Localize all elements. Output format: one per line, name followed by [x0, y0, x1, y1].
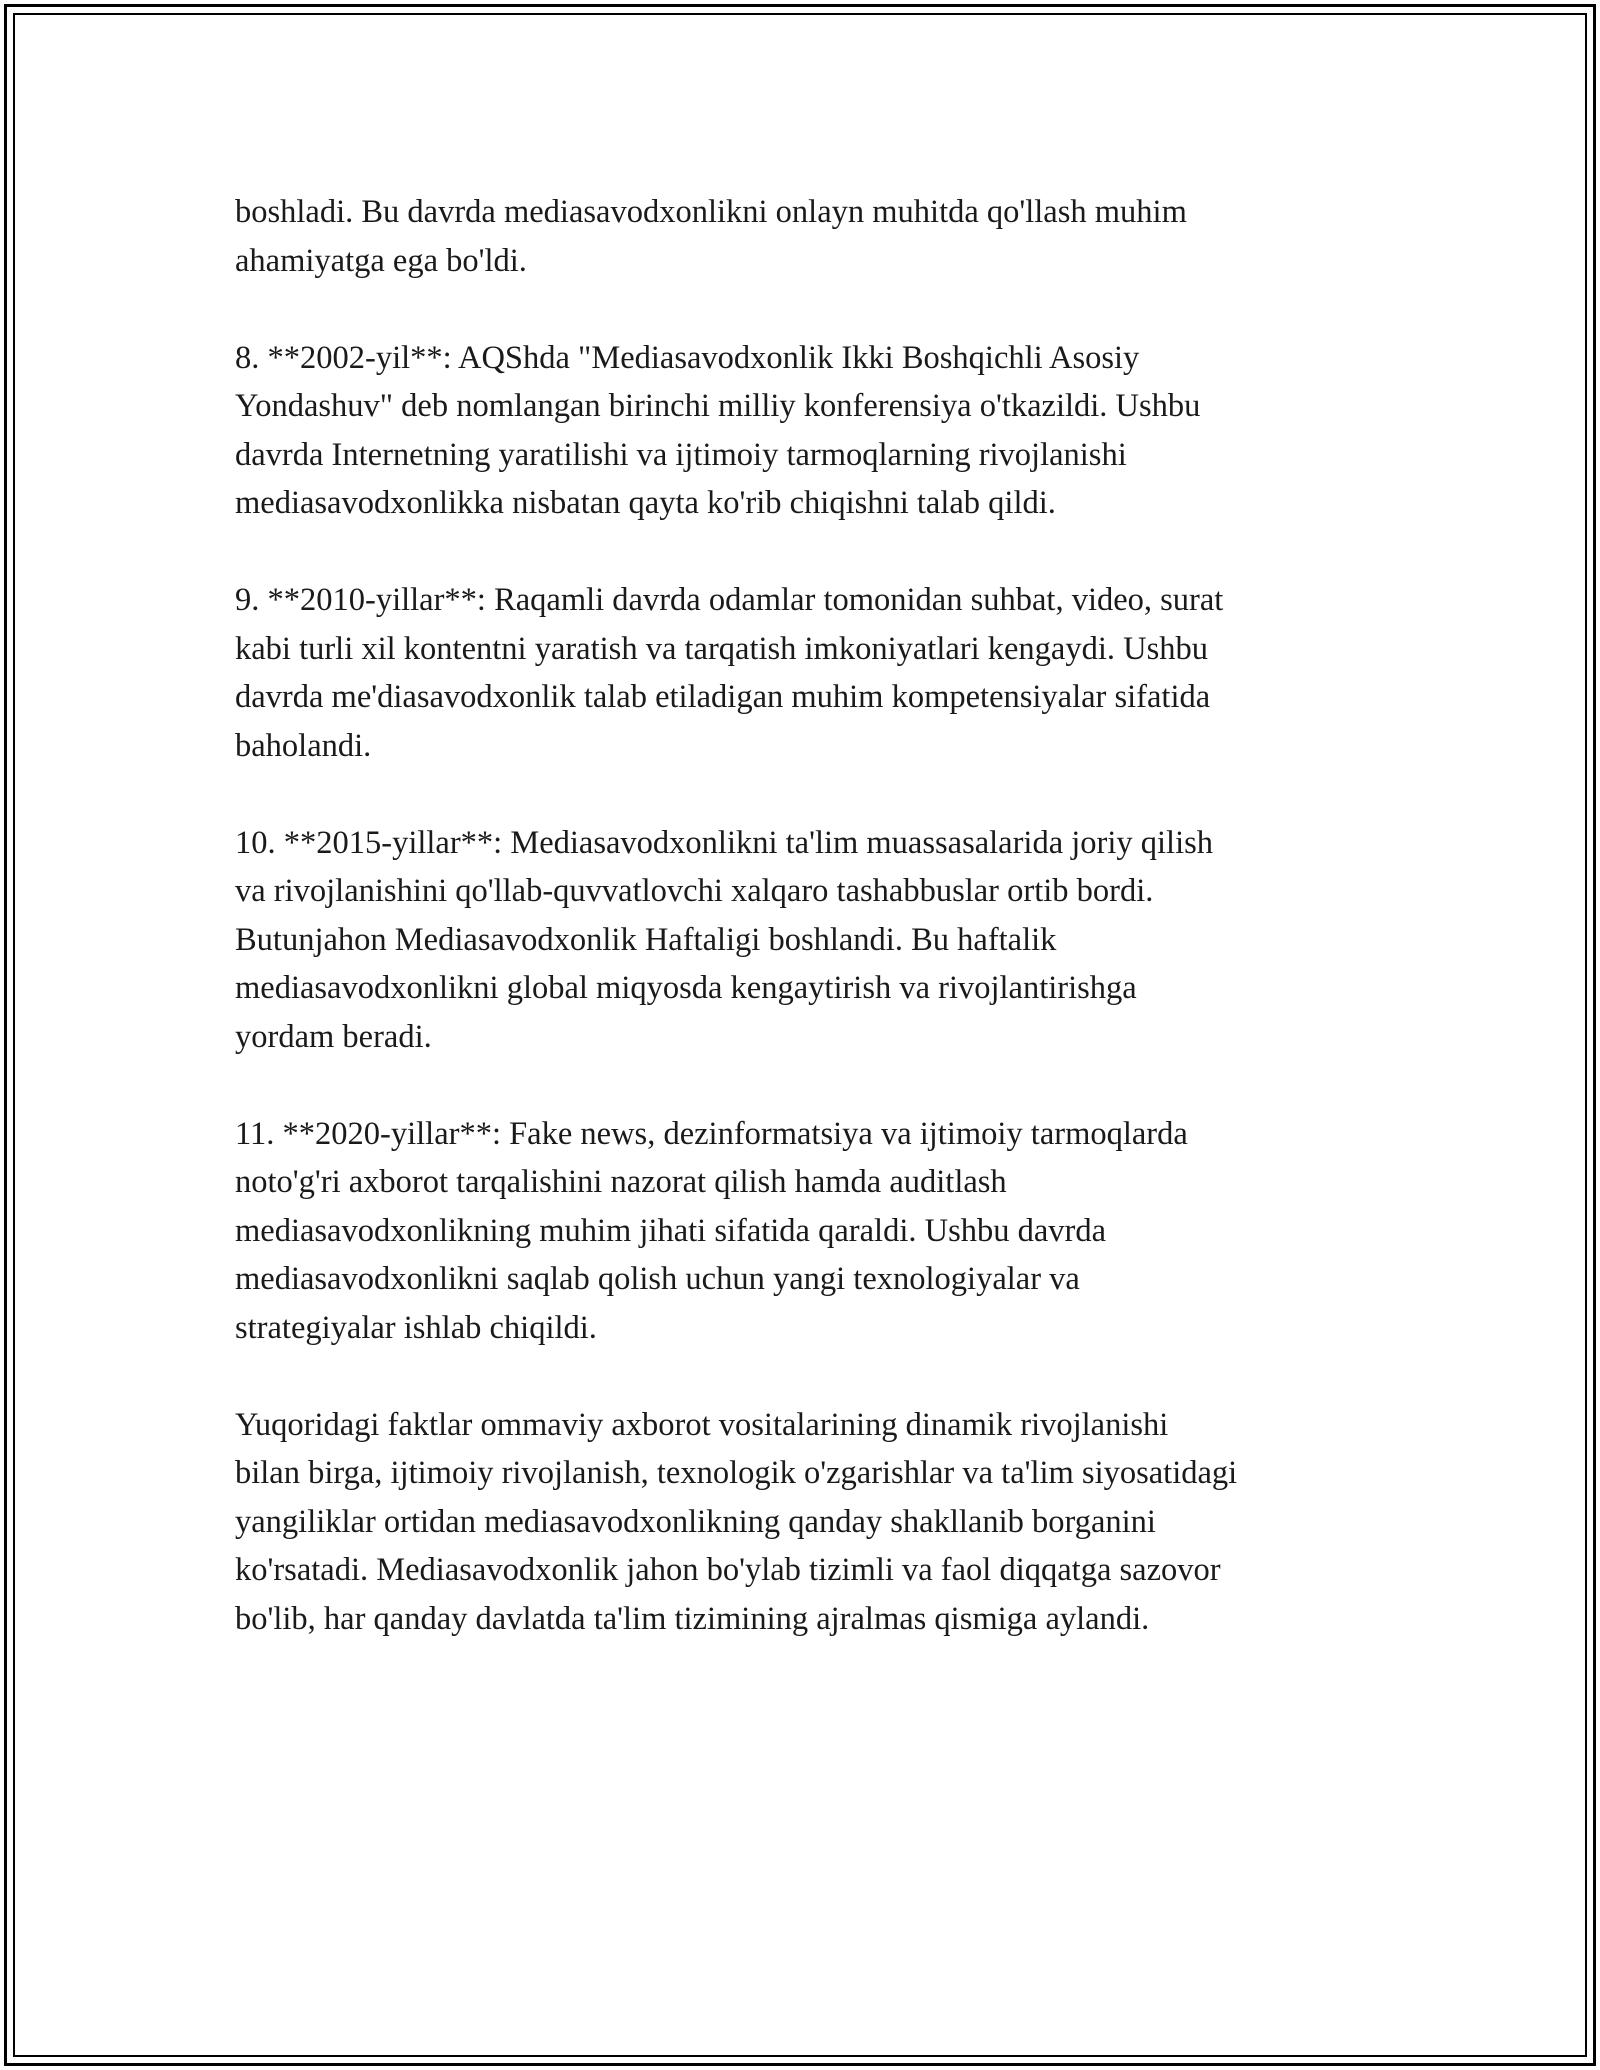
text-line: yordam beradi. — [235, 1018, 432, 1055]
text-line: kabi turli xil kontentni yaratish va tarqatish imkoniyatlari kengaydi. Ushbu — [235, 630, 1209, 667]
text-line: mediasavodxonlikning muhim jihati sifatida qaraldi. Ushbu davrda — [235, 1212, 1107, 1249]
text-line: ahamiyatga ega bo'ldi. — [235, 242, 527, 279]
text-line: 10. **2015-yillar**: Mediasavodxonlikni ta'lim muassasalarida joriy qilish — [235, 824, 1213, 861]
text-line: ko'rsatadi. Mediasavodxonlik jahon bo'ylab tizimli va faol diqqatga sazovor — [235, 1552, 1221, 1588]
text-line: davrda me'diasavodxonlik talab etiladigan muhim kompetensiyalar sifatida — [235, 679, 1211, 715]
list-item-8 — [235, 334, 1375, 528]
text-line: yangiliklar ortidan mediasavodxonlikning qanday shakllanib borganini — [235, 1503, 1156, 1540]
text-line: 9. **2010-yillar**: Raqamli davrda odamlar tomonidan suhbat, video, surat — [235, 582, 1224, 618]
list-item-10 — [235, 819, 1375, 1062]
document-body — [235, 188, 1375, 1643]
text-line: strategiyalar ishlab chiqildi. — [235, 1309, 597, 1346]
text-line: mediasavodxonlikka nisbatan qayta ko'rib chiqishni talab qildi. — [235, 485, 1056, 521]
text-line: va rivojlanishini qo'llab-quvvatlovchi xalqaro tashabbuslar ortib bordi. — [235, 873, 1154, 909]
paragraph-continuation — [235, 188, 1375, 285]
text-line: 11. **2020-yillar**: Fake news, dezinformatsiya va ijtimoiy tarmoqlarda — [235, 1115, 1188, 1152]
text-line: mediasavodxonlikni global miqyosda kengaytirish va rivojlantirishga — [235, 970, 1137, 1006]
conclusion-paragraph — [235, 1401, 1375, 1644]
text-line: bo'lib, har qanday davlatda ta'lim tizimining ajralmas qismiga aylandi. — [235, 1600, 1150, 1637]
text-line: Yondashuv" deb nomlangan birinchi milliy konferensiya o'tkazildi. Ushbu — [235, 388, 1201, 424]
list-item-11 — [235, 1110, 1375, 1353]
list-item-9 — [235, 576, 1375, 770]
text-line: boshladi. Bu davrda mediasavodxonlikni onlayn muhitda qo'llash muhim — [235, 194, 1187, 230]
text-line: bilan birga, ijtimoiy rivojlanish, texnologik o'zgarishlar va ta'lim siyosatidagi — [235, 1455, 1238, 1491]
text-line: noto'g'ri axborot tarqalishini nazorat qilish hamda auditlash — [235, 1164, 1007, 1200]
text-line: Butunjahon Mediasavodxonlik Haftaligi boshlandi. Bu haftalik — [235, 921, 1057, 958]
text-line: davrda Internetning yaratilishi va ijtimoiy tarmoqlarning rivojlanishi — [235, 436, 1127, 473]
text-line: baholandi. — [235, 727, 372, 764]
text-line: mediasavodxonlikni saqlab qolish uchun yangi texnologiyalar va — [235, 1261, 1080, 1297]
text-line: Yuqoridagi faktlar ommaviy axborot vositalarining dinamik rivojlanishi — [235, 1406, 1169, 1443]
text-line: 8. **2002-yil**: AQShda "Mediasavodxonlik Ikki Boshqichli Asosiy — [235, 339, 1140, 376]
